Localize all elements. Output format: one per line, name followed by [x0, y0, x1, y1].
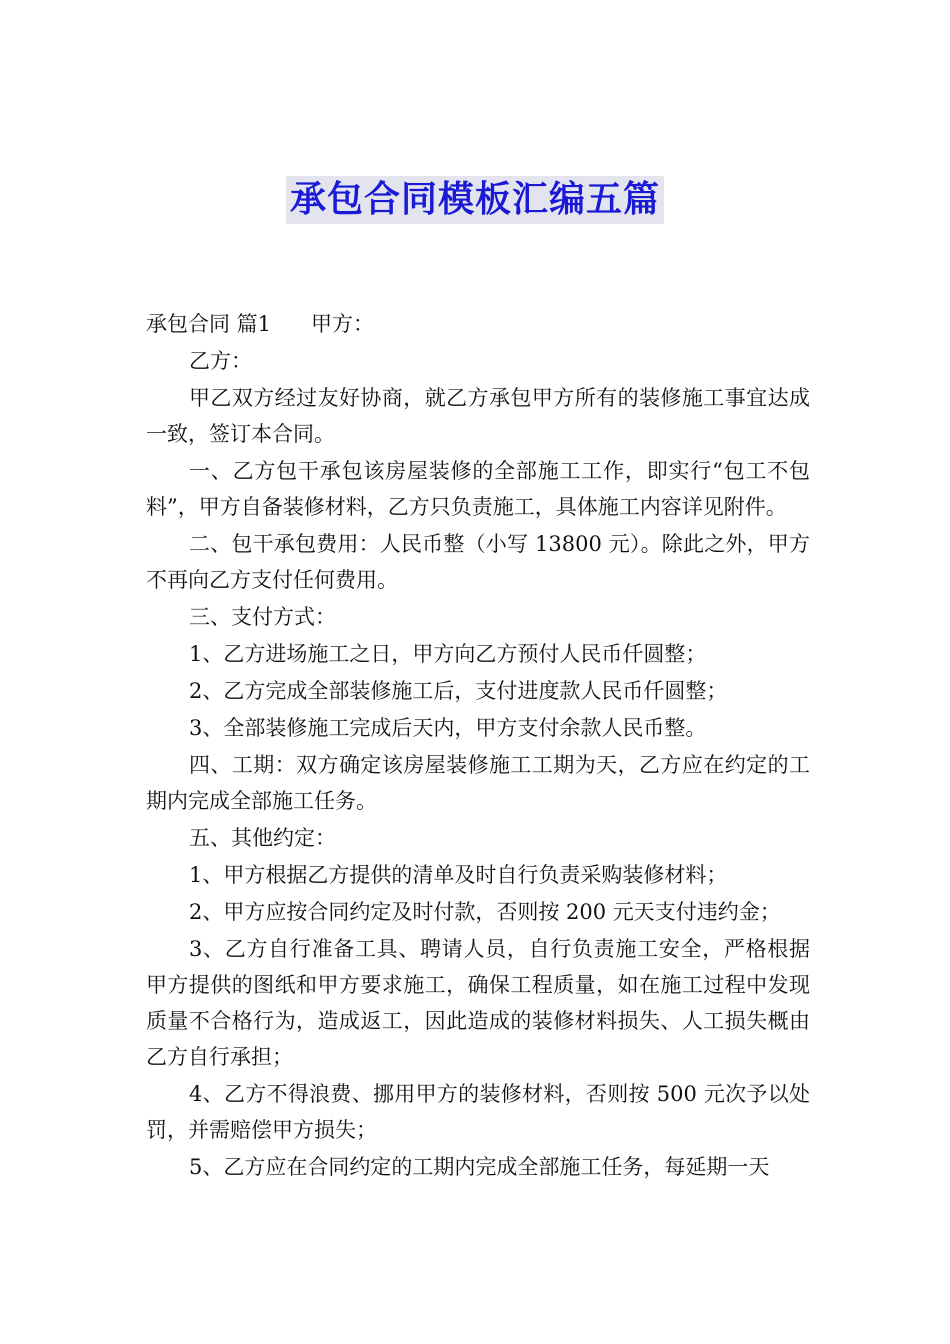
paragraph: 3、乙方自行准备工具、聘请人员，自行负责施工安全，严格根据甲方提供的图纸和甲方要求施工，确保工程质量，如在施工过程中发现质量不合格行为，造成返工，因此造成的装修材料损失、人工损失概由乙方自行承担；	[146, 937, 810, 1069]
paragraph: 一、乙方包干承包该房屋装修的全部施工工作，即实行“包工不包料”，甲方自备装修材料，乙方只负责施工，具体施工内容详见附件。	[146, 459, 810, 519]
document-body	[146, 306, 810, 1186]
title-container	[0, 176, 950, 224]
contract-heading-label: 承包合同 篇1	[146, 312, 272, 336]
party-b-label: 乙方：	[189, 349, 252, 373]
party-a-label: 甲方：	[311, 312, 375, 336]
paragraph: 二、包干承包费用：人民币整（小写 13800 元）。除此之外，甲方不再向乙方支付任何费用。	[146, 532, 810, 592]
paragraph: 5、乙方应在合同约定的工期内完成全部施工任务，每延期一天	[189, 1155, 770, 1179]
paragraph: 1、乙方进场施工之日，甲方向乙方预付人民币仟圆整；	[189, 642, 707, 666]
paragraph: 2、乙方完成全部装修施工后，支付进度款人民币仟圆整；	[189, 679, 728, 703]
paragraph: 甲乙双方经过友好协商，就乙方承包甲方所有的装修施工事宜达成一致，签订本合同。	[146, 386, 810, 446]
paragraph: 五、其他约定：	[189, 826, 336, 850]
paragraph: 2、甲方应按合同约定及时付款，否则按 200 元天支付违约金；	[189, 900, 781, 924]
paragraph: 1、甲方根据乙方提供的清单及时自行负责采购装修材料；	[189, 863, 728, 887]
paragraph: 3、全部装修施工完成后天内，甲方支付余款人民币整。	[189, 716, 707, 740]
paragraph: 四、工期：双方确定该房屋装修施工工期为天，乙方应在约定的工期内完成全部施工任务。	[146, 753, 810, 813]
paragraph: 三、支付方式：	[189, 605, 336, 629]
paragraph: 4、乙方不得浪费、挪用甲方的装修材料，否则按 500 元次予以处罚，并需赔偿甲方损失；	[146, 1082, 810, 1142]
document-title: 承包合同模板汇编五篇	[286, 176, 664, 224]
contract-heading-line	[146, 306, 810, 342]
